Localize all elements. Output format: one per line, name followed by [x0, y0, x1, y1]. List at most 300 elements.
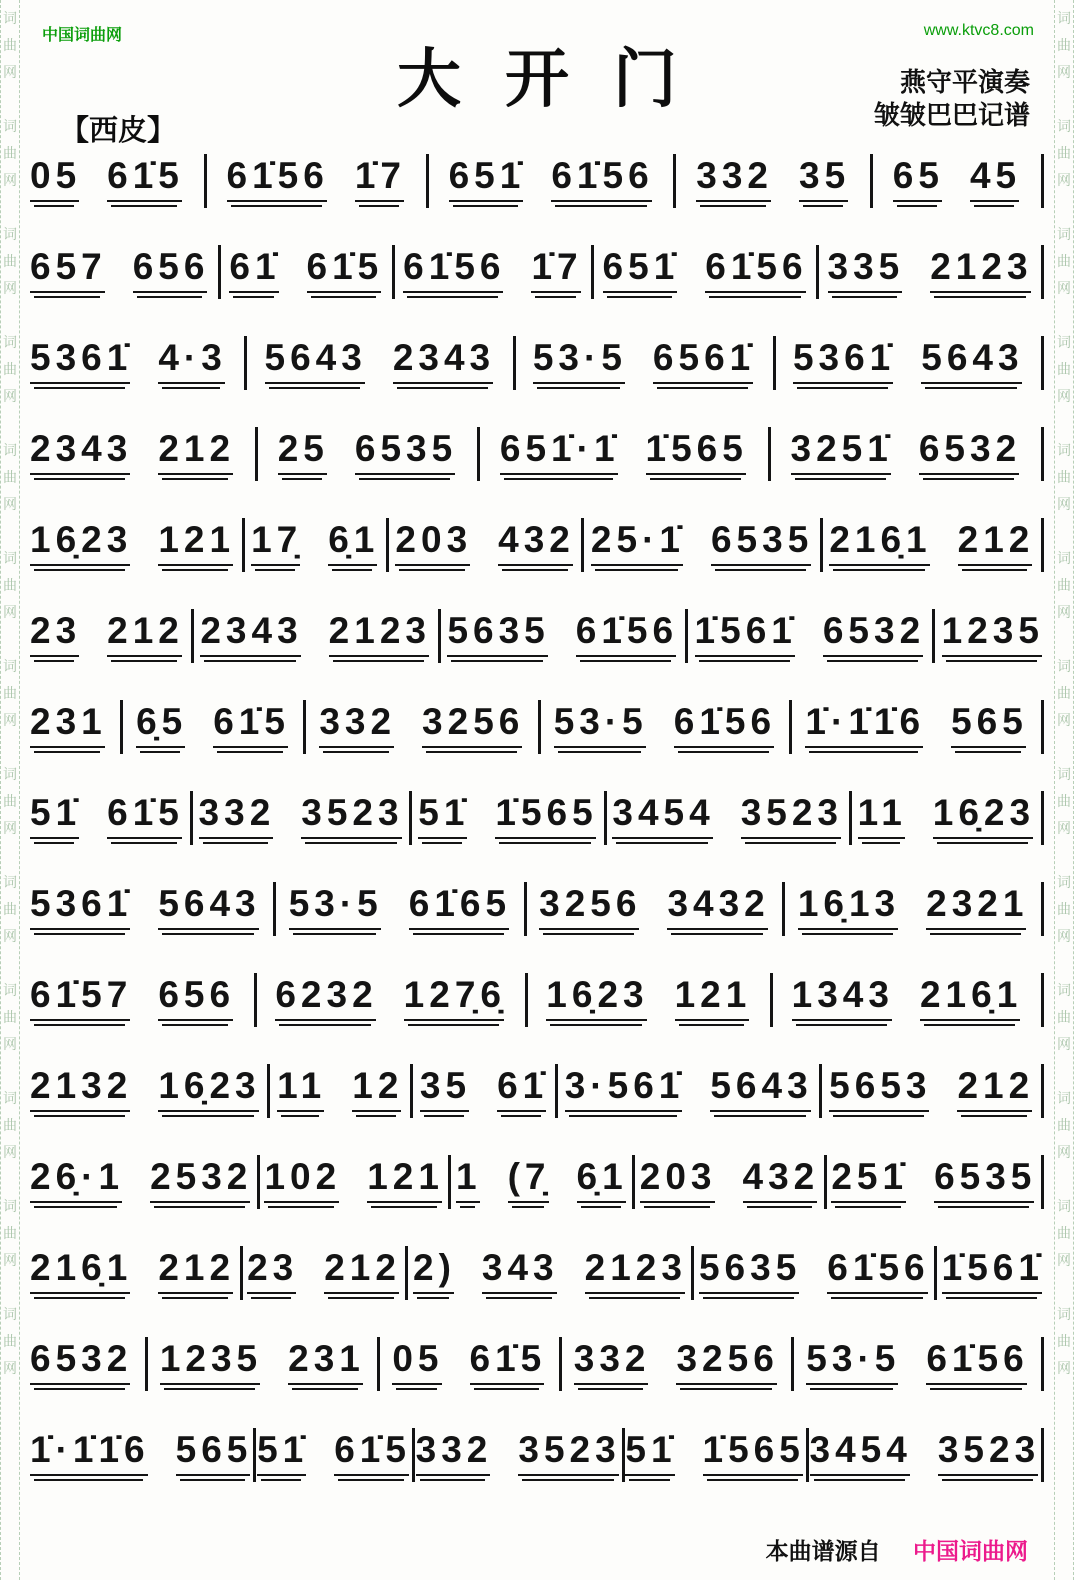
watermark-char: 网	[1057, 1038, 1071, 1053]
note-group: 332	[574, 1338, 651, 1391]
barline	[555, 1064, 558, 1118]
note-group: 61̇56	[827, 1247, 929, 1300]
watermark-char: 词	[3, 120, 17, 135]
barline	[412, 1428, 415, 1482]
measure	[793, 337, 1024, 390]
measure	[289, 883, 511, 936]
watermark-char: 曲	[3, 363, 17, 378]
watermark-char: 网	[1057, 282, 1071, 297]
barline	[386, 518, 389, 572]
note-group: 656	[158, 974, 235, 1027]
footer	[766, 1533, 1028, 1566]
measure	[403, 246, 582, 299]
score-line	[30, 698, 1044, 756]
note-group: 6532	[919, 428, 1021, 481]
barline	[1041, 245, 1044, 299]
barline	[513, 336, 516, 390]
watermark-char: 词	[1057, 228, 1071, 243]
measure	[798, 883, 1029, 936]
watermark-char: 曲	[1057, 1011, 1071, 1026]
watermark-char: 词	[3, 1200, 17, 1215]
note-group: 3256	[676, 1338, 778, 1391]
note-group: 1̇·1̇1̇6	[30, 1429, 150, 1482]
note-group: 332	[319, 701, 396, 754]
note-group: 216̣1	[829, 519, 931, 572]
note-group: 61̇65	[409, 883, 511, 936]
watermark-char: 曲	[1057, 147, 1071, 162]
note-group: 212	[107, 610, 184, 663]
note-group: 432	[498, 519, 575, 572]
watermark-char: 网	[1057, 930, 1071, 945]
note-group: 3·561̇	[565, 1065, 685, 1118]
watermark-char: 曲	[1057, 471, 1071, 486]
note-group: (7̣	[508, 1156, 551, 1209]
barline	[204, 154, 207, 208]
watermark-char: 网	[1057, 1254, 1071, 1269]
measure	[449, 155, 654, 208]
note-group: 1̇7	[355, 155, 406, 208]
watermark-char: 网	[3, 714, 17, 729]
measure	[806, 1338, 1028, 1391]
note-group: 657	[30, 246, 107, 299]
measure	[30, 337, 227, 390]
note-group: 203	[640, 1156, 717, 1209]
note-group: 61̇56	[551, 155, 653, 208]
watermark-char: 词	[3, 336, 17, 351]
watermark-char: 网	[3, 822, 17, 837]
watermark-char: 曲	[3, 903, 17, 918]
measure	[30, 792, 184, 845]
measure	[546, 974, 751, 1027]
watermark-char: 曲	[3, 1335, 17, 1350]
note-group: 11	[858, 792, 907, 845]
note-group: 1235	[942, 610, 1044, 663]
watermark-char: 词	[1057, 876, 1071, 891]
note-group: 1̇565	[703, 1429, 805, 1482]
note-group: 6̣5	[136, 701, 187, 754]
watermark-char: 曲	[1057, 255, 1071, 270]
barline	[242, 518, 245, 572]
note-group: 61̇56	[926, 1338, 1028, 1391]
barline	[267, 1064, 270, 1118]
note-group: 5643	[158, 883, 260, 936]
note-group: 212	[958, 519, 1035, 572]
watermark-char: 网	[3, 930, 17, 945]
measure	[30, 1065, 261, 1118]
watermark-char: 曲	[3, 39, 17, 54]
watermark-char: 网	[3, 1038, 17, 1053]
measure	[251, 519, 379, 572]
note-group: 25·1̇	[591, 519, 685, 572]
note-group: 61̇5	[470, 1338, 547, 1391]
watermark-char: 词	[1057, 1092, 1071, 1107]
measure	[533, 337, 755, 390]
note-group: 3256	[422, 701, 524, 754]
section-label: 【西皮】	[60, 115, 177, 147]
watermark-char: 词	[1057, 444, 1071, 459]
measure	[791, 428, 1022, 481]
barline	[1041, 154, 1044, 208]
measure	[264, 1156, 443, 1209]
note-group: 1̇561̇	[942, 1247, 1044, 1300]
note-group: 61̇5	[107, 155, 184, 208]
note-group: 16̣13	[798, 883, 900, 936]
note-group: 16̣23	[158, 1065, 260, 1118]
credits	[874, 66, 1030, 132]
barline	[538, 700, 541, 754]
note-group: 61̇56	[576, 610, 678, 663]
site-name-left[interactable]: 中国词曲网	[42, 27, 123, 44]
measure	[392, 1338, 546, 1391]
note-group: 5643	[710, 1065, 812, 1118]
barline	[791, 1337, 794, 1391]
note-group: 35	[420, 1065, 471, 1118]
watermark-char: 词	[3, 876, 17, 891]
note-group: 16̣23	[30, 519, 132, 572]
note-group: 651̇	[603, 246, 680, 299]
score-line	[30, 1062, 1044, 1120]
note-group: 212	[324, 1247, 401, 1300]
note-group: 26̣·1	[30, 1156, 124, 1209]
barline	[820, 518, 823, 572]
footer-site-link[interactable]: 中国词曲网	[913, 1538, 1028, 1564]
barline	[806, 1428, 809, 1482]
measure	[30, 1156, 252, 1209]
barline	[1041, 427, 1044, 481]
measure	[275, 974, 506, 1027]
watermark-char: 词	[3, 1308, 17, 1323]
barline	[685, 609, 688, 663]
measure	[30, 428, 235, 481]
watermark-char: 曲	[3, 471, 17, 486]
barline	[1041, 1064, 1044, 1118]
note-group: 231	[288, 1338, 365, 1391]
note-group: 432	[743, 1156, 820, 1209]
note-group: 16̣23	[933, 792, 1035, 845]
note-group: 65	[893, 155, 944, 208]
barline	[849, 791, 852, 845]
score-line	[30, 152, 1044, 210]
note-group: 6̣1	[577, 1156, 628, 1209]
note-group: 2343	[30, 428, 132, 481]
measure	[30, 974, 235, 1027]
watermark-char: 曲	[1057, 1227, 1071, 1242]
barline	[1041, 973, 1044, 1027]
note-group: 12	[352, 1065, 403, 1118]
watermark-char: 网	[3, 498, 17, 513]
right-watermark-rail	[1054, 0, 1074, 1580]
note-group: 53·5	[554, 701, 648, 754]
measure	[625, 1429, 804, 1482]
watermark-char: 曲	[3, 255, 17, 270]
note-group: 2532	[150, 1156, 252, 1209]
note-group: 61̇5	[107, 792, 184, 845]
note-group: 6561̇	[653, 337, 755, 390]
note-group: 332	[199, 792, 276, 845]
note-group: 17̣	[251, 519, 302, 572]
barline	[438, 609, 441, 663]
note-group: 45	[970, 155, 1021, 208]
score-line	[30, 243, 1044, 301]
note-group: 5643	[921, 337, 1023, 390]
note-group: 2132	[30, 1065, 132, 1118]
measure	[612, 792, 843, 845]
measure	[30, 701, 107, 754]
note-group: 5635	[699, 1247, 801, 1300]
watermark-char: 网	[3, 390, 17, 405]
site-url-right[interactable]: www.ktvc8.com	[923, 22, 1034, 39]
barline	[1041, 518, 1044, 572]
note-group: 5653	[829, 1065, 931, 1118]
score-line	[30, 516, 1044, 574]
watermark-char: 词	[3, 12, 17, 27]
note-group: 35	[799, 155, 850, 208]
watermark-char: 词	[1057, 336, 1071, 351]
note-group: 1	[456, 1156, 482, 1209]
measure	[160, 1338, 365, 1391]
note-group: 61̇	[497, 1065, 548, 1118]
barline	[190, 791, 193, 845]
watermark-char: 曲	[1057, 1335, 1071, 1350]
measure	[828, 246, 1033, 299]
watermark-char: 网	[3, 282, 17, 297]
note-group: 2343	[200, 610, 302, 663]
watermark-char: 网	[1057, 174, 1071, 189]
score-line	[30, 1426, 1044, 1484]
measure	[418, 792, 597, 845]
note-group: 335	[828, 246, 905, 299]
score-line	[30, 1335, 1044, 1393]
note-group: 53·5	[533, 337, 627, 390]
watermark-char: 词	[3, 984, 17, 999]
note-group: 121	[367, 1156, 444, 1209]
measure	[792, 974, 1023, 1027]
barline	[782, 882, 785, 936]
barline	[257, 1155, 260, 1209]
note-group: 5635	[447, 610, 549, 663]
barline	[524, 882, 527, 936]
measure	[30, 246, 209, 299]
note-group: 216̣1	[920, 974, 1022, 1027]
barline	[581, 518, 584, 572]
note-group: 1235	[160, 1338, 262, 1391]
watermark-char: 曲	[3, 687, 17, 702]
note-group: 2123	[585, 1247, 687, 1300]
barline	[145, 1337, 148, 1391]
watermark-char: 词	[3, 552, 17, 567]
note-group: 121	[158, 519, 235, 572]
barline	[1041, 791, 1044, 845]
note-group: 05	[30, 155, 81, 208]
note-group: 4·3	[158, 337, 226, 390]
score-line	[30, 334, 1044, 392]
note-group: 212	[158, 1247, 235, 1300]
barline	[1041, 336, 1044, 390]
watermark-char: 曲	[3, 579, 17, 594]
measure	[265, 337, 496, 390]
barline	[254, 973, 257, 1027]
page-title: 大开门	[397, 44, 721, 115]
barline	[218, 245, 221, 299]
note-group: 53·5	[289, 883, 383, 936]
watermark-char: 网	[3, 606, 17, 621]
watermark-char: 词	[1057, 12, 1071, 27]
note-group: 2343	[393, 337, 495, 390]
barline	[255, 427, 258, 481]
note-group: 565	[176, 1429, 253, 1482]
note-group: 231	[30, 701, 107, 754]
barline	[559, 1337, 562, 1391]
measure	[30, 1338, 132, 1391]
measure	[539, 883, 770, 936]
watermark-char: 网	[1057, 390, 1071, 405]
watermark-char: 网	[3, 1146, 17, 1161]
barline	[377, 1337, 380, 1391]
note-group: 61̇5	[213, 701, 290, 754]
note-group: 651̇·1̇	[500, 428, 620, 481]
note-group: 216̣1	[30, 1247, 132, 1300]
note-group: 1̇565	[495, 792, 597, 845]
barline	[1041, 1155, 1044, 1209]
measure	[893, 155, 1021, 208]
barline	[303, 700, 306, 754]
barline	[604, 791, 607, 845]
note-group: 61̇56	[227, 155, 329, 208]
measure	[199, 792, 404, 845]
note-group: 61̇56	[705, 246, 807, 299]
score-line	[30, 971, 1044, 1029]
watermark-char: 网	[1057, 1146, 1071, 1161]
measure	[30, 155, 184, 208]
measure	[699, 1247, 930, 1300]
barline	[770, 973, 773, 1027]
measure	[829, 1065, 1034, 1118]
score-line	[30, 607, 1044, 665]
measure	[695, 610, 926, 663]
note-group: 23	[247, 1247, 298, 1300]
watermark-char: 网	[1057, 714, 1071, 729]
measure	[810, 1429, 1041, 1482]
barline	[120, 700, 123, 754]
note-group: 5361̇	[30, 883, 132, 936]
score-line	[30, 1153, 1044, 1211]
note-group: 102	[264, 1156, 341, 1209]
note-group: 332	[416, 1429, 493, 1482]
barline	[768, 427, 771, 481]
watermark-char: 网	[1057, 822, 1071, 837]
note-group: 51̇	[257, 1429, 308, 1482]
watermark-char: 词	[3, 1092, 17, 1107]
barline	[405, 1246, 408, 1300]
measure	[831, 1156, 1036, 1209]
note-group: 51̇	[625, 1429, 676, 1482]
measure	[591, 519, 813, 572]
barline	[816, 245, 819, 299]
note-group: 51̇	[418, 792, 469, 845]
note-group: 6532	[30, 1338, 132, 1391]
watermark-char: 曲	[1057, 579, 1071, 594]
note-group: 16̣23	[546, 974, 648, 1027]
left-watermark-rail	[0, 0, 20, 1580]
measure	[565, 1065, 813, 1118]
measure	[554, 701, 776, 754]
measure	[829, 519, 1034, 572]
measure	[319, 701, 524, 754]
note-group: 3432	[667, 883, 769, 936]
barline	[591, 245, 594, 299]
measure	[229, 246, 383, 299]
watermark-char: 词	[1057, 660, 1071, 675]
note-group: 127̣6̣	[404, 974, 506, 1027]
watermark-char: 网	[3, 174, 17, 189]
note-group: 61̇57	[30, 974, 132, 1027]
watermark-char: 词	[3, 228, 17, 243]
barline	[477, 427, 480, 481]
barline	[253, 1428, 256, 1482]
measure	[30, 883, 261, 936]
note-group: 23	[30, 610, 81, 663]
note-group: 05	[392, 1338, 443, 1391]
note-group: 51̇	[30, 792, 81, 845]
measure	[413, 1247, 687, 1300]
measure	[200, 610, 431, 663]
note-group: 25	[278, 428, 329, 481]
watermark-char: 曲	[3, 1227, 17, 1242]
measure	[278, 428, 457, 481]
note-group: 3251̇	[791, 428, 893, 481]
note-group: 121	[675, 974, 752, 1027]
note-group: 5643	[265, 337, 367, 390]
note-group: 6532	[823, 610, 925, 663]
note-group: 61̇56	[674, 701, 776, 754]
watermark-char: 网	[1057, 606, 1071, 621]
measure	[257, 1429, 411, 1482]
watermark-char: 词	[1057, 120, 1071, 135]
note-group: 2321	[926, 883, 1028, 936]
barline	[273, 882, 276, 936]
watermark-char: 曲	[3, 795, 17, 810]
measure	[30, 519, 235, 572]
footer-source-prefix: 本曲谱源自	[765, 1538, 881, 1564]
measure	[30, 1429, 252, 1482]
note-group: 11	[277, 1065, 326, 1118]
watermark-char: 网	[3, 1254, 17, 1269]
measure	[858, 792, 1035, 845]
measure	[416, 1429, 621, 1482]
note-group: 1343	[792, 974, 894, 1027]
barline	[448, 1155, 451, 1209]
barline	[789, 700, 792, 754]
note-group: 2123	[329, 610, 431, 663]
watermark-char: 词	[3, 660, 17, 675]
watermark-char: 词	[1057, 552, 1071, 567]
measure	[574, 1338, 779, 1391]
barline	[409, 791, 412, 845]
watermark-char: 曲	[1057, 39, 1071, 54]
note-group: 2)	[413, 1247, 456, 1300]
note-group: 6232	[275, 974, 377, 1027]
barline	[622, 1428, 625, 1482]
watermark-char: 词	[3, 444, 17, 459]
note-group: 61̇5	[334, 1429, 411, 1482]
note-group: 1̇7	[531, 246, 582, 299]
measure	[277, 1065, 403, 1118]
note-group: 5361̇	[30, 337, 132, 390]
barline	[673, 154, 676, 208]
note-group: 6535	[711, 519, 813, 572]
transcriber-credit: 皱皱巴巴记谱	[873, 101, 1030, 130]
barline	[1041, 700, 1044, 754]
